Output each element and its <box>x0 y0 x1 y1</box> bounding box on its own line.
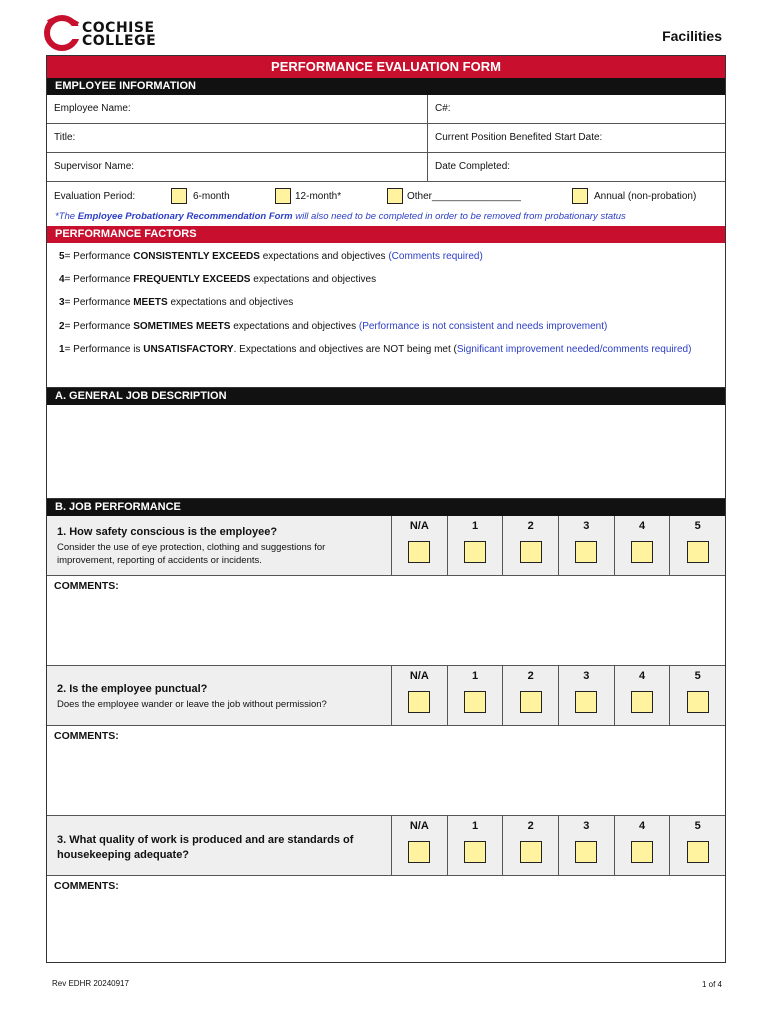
question-3-text <box>47 816 392 875</box>
question-1-text <box>47 516 392 575</box>
c-number-field[interactable]: C#: <box>435 103 451 114</box>
question-3-ratings <box>392 816 725 875</box>
logo-text-line1: COCHISE <box>82 20 155 36</box>
annual-checkbox[interactable] <box>572 188 588 204</box>
evaluation-period-label: Evaluation Period: <box>54 191 136 202</box>
question-2-text <box>47 666 392 725</box>
twelve-month-label: 12-month* <box>295 191 342 202</box>
q2-rating-4-checkbox[interactable] <box>631 691 653 713</box>
other-label: Other________________ <box>407 191 521 202</box>
evaluation-form <box>46 55 726 963</box>
rating-header-na: N/A <box>409 820 429 832</box>
factor-4: 4= Performance FREQUENTLY EXCEEDS expectations and objectives <box>59 274 377 285</box>
q3-rating-5-checkbox[interactable] <box>687 841 709 863</box>
performance-factors-list <box>47 243 725 388</box>
factor-3: 3= Performance MEETS expectations and objectives <box>59 297 294 308</box>
q3-rating-2-checkbox[interactable] <box>520 841 542 863</box>
question-1-comments[interactable]: COMMENTS: <box>47 576 725 666</box>
question-3-row <box>47 816 725 876</box>
rating-header-3: 3 <box>583 670 590 682</box>
rating-header-2: 2 <box>527 820 534 832</box>
q1-rating-5-checkbox[interactable] <box>687 541 709 563</box>
rating-header-4: 4 <box>638 670 646 682</box>
q3-rating-4-checkbox[interactable] <box>631 841 653 863</box>
job-performance-header: B. JOB PERFORMANCE <box>47 499 725 516</box>
q2-rating-3-checkbox[interactable] <box>575 691 597 713</box>
twelve-month-checkbox[interactable] <box>275 188 291 204</box>
q2-rating-1-checkbox[interactable] <box>464 691 486 713</box>
form-title: PERFORMANCE EVALUATION FORM <box>47 56 725 78</box>
question-2-ratings <box>392 666 725 725</box>
rating-header-3: 3 <box>583 520 590 532</box>
start-date-field[interactable]: Current Position Benefited Start Date: <box>435 132 603 143</box>
note-suffix: will also need to be completed in order to be removed from probationary status <box>292 211 626 222</box>
rating-header-na: N/A <box>409 670 429 682</box>
evaluation-period-row <box>47 182 725 210</box>
rating-header-5: 5 <box>694 670 701 682</box>
annual-label: Annual (non-probation) <box>594 191 697 202</box>
question-3-title: 3. What quality of work is produced and are standards of housekeeping adequate? <box>57 834 354 861</box>
note-prefix: *The <box>55 211 78 222</box>
factor-1: 1= Performance is UNSATISFACTORY. Expectations and objectives are NOT being met (Significant improvement needed/comments required) <box>59 344 692 355</box>
employee-info-header: EMPLOYEE INFORMATION <box>47 78 725 95</box>
probationary-note <box>47 210 725 226</box>
employee-name-field[interactable]: Employee Name: <box>47 95 428 123</box>
question-1-title: 1. How safety conscious is the employee? <box>57 526 278 538</box>
rating-header-5: 5 <box>694 520 701 532</box>
question-1-row <box>47 516 725 576</box>
page-number: 1 of 4 <box>701 980 722 989</box>
rating-header-5: 5 <box>694 820 701 832</box>
date-completed-field[interactable]: Date Completed: <box>435 161 511 172</box>
question-1-ratings <box>392 516 725 575</box>
q3-rating-3-checkbox[interactable] <box>575 841 597 863</box>
question-2-row <box>47 666 725 726</box>
rating-header-1: 1 <box>471 820 479 832</box>
rating-header-4: 4 <box>638 520 646 532</box>
q3-rating-1-checkbox[interactable] <box>464 841 486 863</box>
question-3-comments[interactable]: COMMENTS: <box>54 880 119 892</box>
factor-2: 2= Performance SOMETIMES MEETS expectations and objectives (Performance is not consistent and needs improvement) <box>59 321 608 332</box>
q2-rating-2-checkbox[interactable] <box>520 691 542 713</box>
revision-label: Rev EDHR 20240917 <box>52 979 129 988</box>
info-row-1 <box>47 95 725 124</box>
q1-rating-2-checkbox[interactable] <box>520 541 542 563</box>
q1-na-checkbox[interactable] <box>408 541 430 563</box>
q1-rating-4-checkbox[interactable] <box>631 541 653 563</box>
rating-header-1: 1 <box>471 670 479 682</box>
question-2-subtitle: Does the employee wander or leave the job without permission? <box>57 699 327 710</box>
rating-header-na: N/A <box>409 520 429 532</box>
q1-rating-1-checkbox[interactable] <box>464 541 486 563</box>
department-label: Facilities <box>662 28 722 44</box>
q3-na-checkbox[interactable] <box>408 841 430 863</box>
performance-factors-header: PERFORMANCE FACTORS <box>47 226 725 243</box>
question-2-title: 2. Is the employee punctual? <box>57 683 208 695</box>
six-month-label: 6-month <box>193 191 230 202</box>
q2-rating-5-checkbox[interactable] <box>687 691 709 713</box>
logo-text-line2: COLLEGE <box>82 33 157 49</box>
info-row-2 <box>47 124 725 153</box>
rating-header-4: 4 <box>638 820 646 832</box>
rating-header-2: 2 <box>527 520 534 532</box>
supervisor-name-field[interactable]: Supervisor Name: <box>47 153 428 181</box>
job-description-area[interactable] <box>47 405 725 499</box>
factor-5: 5= Performance CONSISTENTLY EXCEEDS expectations and objectives (Comments required) <box>59 251 483 262</box>
note-form-link: Employee Probationary Recommendation Form <box>77 211 293 222</box>
info-row-3 <box>47 153 725 182</box>
title-field[interactable]: Title: <box>47 124 428 152</box>
logo-swoosh-icon <box>44 12 80 52</box>
question-2-comments[interactable]: COMMENTS: <box>47 726 725 816</box>
other-checkbox[interactable] <box>387 188 403 204</box>
q1-rating-3-checkbox[interactable] <box>575 541 597 563</box>
q2-na-checkbox[interactable] <box>408 691 430 713</box>
question-1-subtitle: Consider the use of eye protection, clothing and suggestions for improvement, reporting of accidents or incidents. <box>57 542 326 566</box>
cochise-college-logo <box>44 12 174 52</box>
rating-header-3: 3 <box>583 820 590 832</box>
general-job-description-header: A. GENERAL JOB DESCRIPTION <box>47 388 725 405</box>
rating-header-2: 2 <box>527 670 534 682</box>
six-month-checkbox[interactable] <box>171 188 187 204</box>
rating-header-1: 1 <box>471 520 479 532</box>
